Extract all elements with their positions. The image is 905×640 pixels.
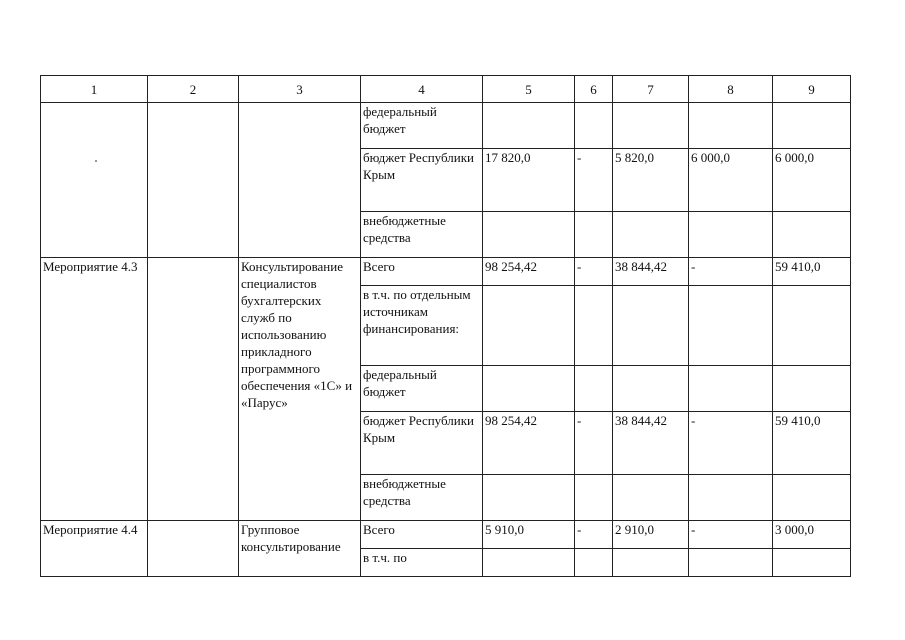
value-cell: 59 410,0 [773, 412, 851, 475]
column-header: 1 [41, 76, 148, 103]
measure-description-cell [239, 103, 361, 258]
value-cell [773, 286, 851, 366]
table-row [41, 521, 851, 549]
value-cell: 6 000,0 [689, 149, 773, 212]
value-cell [613, 366, 689, 412]
value-cell: 38 844,42 [613, 412, 689, 475]
value-cell [613, 212, 689, 258]
value-cell: 59 410,0 [773, 258, 851, 286]
value-cell [773, 212, 851, 258]
value-cell: 38 844,42 [613, 258, 689, 286]
column-header: 9 [773, 76, 851, 103]
value-cell [575, 286, 613, 366]
table-header-row [41, 76, 851, 103]
table-row [41, 258, 851, 286]
value-cell: - [575, 149, 613, 212]
value-cell [483, 366, 575, 412]
value-cell: - [689, 412, 773, 475]
funding-source-cell: в т.ч. по [361, 549, 483, 577]
measure-name-cell: Мероприятие 4.4 [41, 521, 148, 577]
value-cell [613, 286, 689, 366]
funding-source-cell: федеральный бюджет [361, 103, 483, 149]
value-cell [689, 366, 773, 412]
funding-source-cell: внебюджетные средства [361, 475, 483, 521]
value-cell [773, 549, 851, 577]
value-cell [575, 475, 613, 521]
table-row [41, 103, 851, 149]
value-cell [773, 103, 851, 149]
value-cell: - [689, 258, 773, 286]
value-cell [575, 212, 613, 258]
value-cell: - [689, 521, 773, 549]
value-cell [773, 366, 851, 412]
column-header: 5 [483, 76, 575, 103]
value-cell [613, 475, 689, 521]
funding-source-cell: федеральный бюджет [361, 366, 483, 412]
value-cell: - [575, 258, 613, 286]
column-header: 4 [361, 76, 483, 103]
funding-source-cell: бюджет Республики Крым [361, 149, 483, 212]
budget-table [40, 75, 851, 577]
value-cell [575, 103, 613, 149]
value-cell: 5 910,0 [483, 521, 575, 549]
measure-description-cell: Консультирование специалистов бухгалтерских служб по использованию прикладного программного обеспечения «1С» и «Парус» [239, 258, 361, 521]
funding-source-cell: Всего [361, 521, 483, 549]
value-cell [483, 103, 575, 149]
value-cell [689, 475, 773, 521]
column-header: 2 [148, 76, 239, 103]
executor-cell [148, 103, 239, 258]
value-cell: 98 254,42 [483, 258, 575, 286]
value-cell: 6 000,0 [773, 149, 851, 212]
executor-cell [148, 521, 239, 577]
funding-source-cell: в т.ч. по отдельным источникам финансирования: [361, 286, 483, 366]
funding-source-cell: Всего [361, 258, 483, 286]
measure-description-cell: Групповое консультирование [239, 521, 361, 577]
value-cell [575, 366, 613, 412]
value-cell [613, 549, 689, 577]
value-cell [689, 286, 773, 366]
value-cell [689, 103, 773, 149]
value-cell [483, 286, 575, 366]
value-cell: 3 000,0 [773, 521, 851, 549]
value-cell [773, 475, 851, 521]
column-header: 6 [575, 76, 613, 103]
funding-source-cell: бюджет Республики Крым [361, 412, 483, 475]
value-cell [689, 212, 773, 258]
value-cell: 2 910,0 [613, 521, 689, 549]
column-header: 7 [613, 76, 689, 103]
value-cell [483, 212, 575, 258]
measure-number-cell [41, 103, 148, 258]
value-cell [483, 475, 575, 521]
value-cell [689, 549, 773, 577]
value-cell [483, 549, 575, 577]
value-cell: - [575, 521, 613, 549]
value-cell [613, 103, 689, 149]
value-cell: - [575, 412, 613, 475]
column-header: 3 [239, 76, 361, 103]
value-cell: 5 820,0 [613, 149, 689, 212]
value-cell: 98 254,42 [483, 412, 575, 475]
executor-cell [148, 258, 239, 521]
column-header: 8 [689, 76, 773, 103]
funding-source-cell: внебюджетные средства [361, 212, 483, 258]
measure-name-cell: Мероприятие 4.3 [41, 258, 148, 521]
value-cell [575, 549, 613, 577]
value-cell: 17 820,0 [483, 149, 575, 212]
